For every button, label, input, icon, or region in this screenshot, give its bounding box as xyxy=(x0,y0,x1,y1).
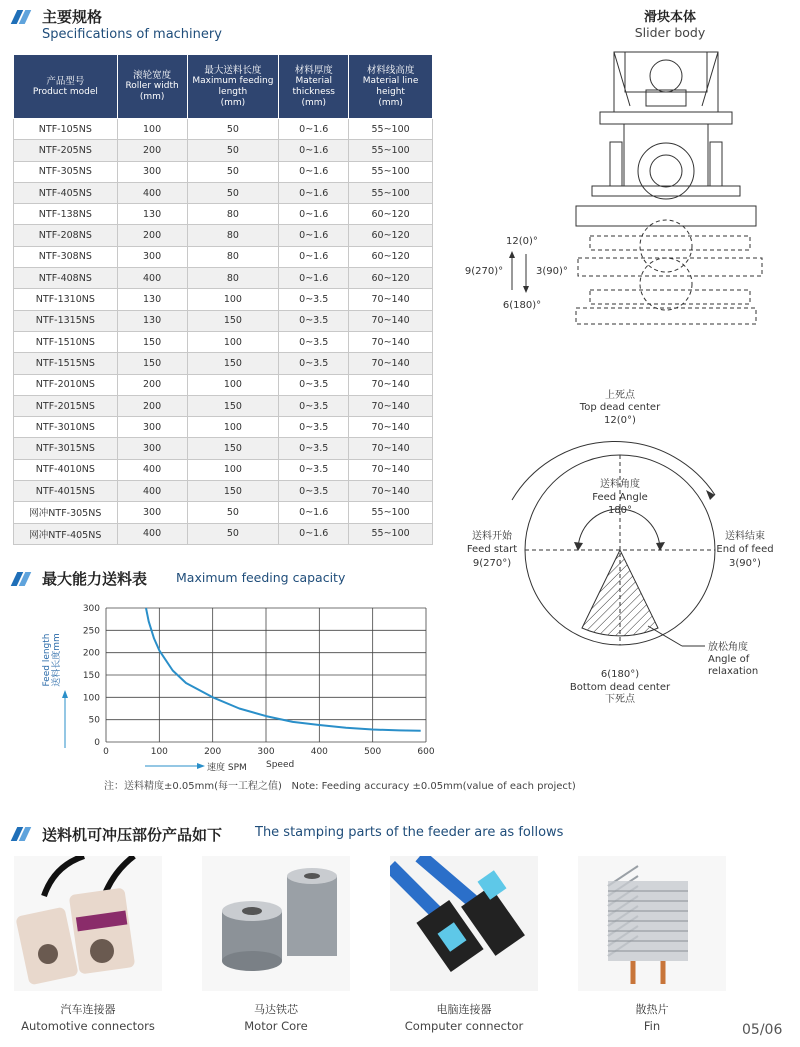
x-tick-label: 300 xyxy=(257,747,275,757)
item-1-en: Automotive connectors xyxy=(21,1019,155,1033)
capacity-title-cn: 最大能力送料表 xyxy=(42,570,148,588)
table-cell: 100 xyxy=(117,119,187,140)
table-cell: 400 xyxy=(117,182,187,203)
table-cell: NTF-1315NS xyxy=(14,310,118,331)
table-cell: 55~100 xyxy=(349,119,433,140)
table-cell: 300 xyxy=(117,502,187,523)
up-down-arrow-icon xyxy=(504,250,534,294)
table-cell: 70~140 xyxy=(349,481,433,502)
table-cell: 0~1.6 xyxy=(279,268,349,289)
table-cell: 0~1.6 xyxy=(279,523,349,544)
table-cell: NTF-138NS xyxy=(14,204,118,225)
spec-title-en: Specifications of machinery xyxy=(42,27,222,42)
xlabel-cn: 速度 SPM xyxy=(207,763,247,773)
table-cell: 150 xyxy=(187,310,279,331)
table-cell: 50 xyxy=(187,523,279,544)
table-cell: 150 xyxy=(117,353,187,374)
table-row xyxy=(14,481,433,502)
item-3-cn: 电脑连接器 xyxy=(436,1003,492,1016)
table-cell: 0~1.6 xyxy=(279,502,349,523)
x-tick-label: 600 xyxy=(417,747,435,757)
table-cell: 网冲NTF-305NS xyxy=(14,502,118,523)
feed-end-cn: 送料结束 xyxy=(725,531,765,542)
dir-right-label: 3(90)° xyxy=(536,266,568,277)
x-tick-label: 0 xyxy=(103,747,109,757)
y-tick-label: 300 xyxy=(82,604,100,614)
table-cell: 0~1.6 xyxy=(279,119,349,140)
table-cell: 50 xyxy=(187,182,279,203)
table-cell: 200 xyxy=(117,395,187,416)
table-row xyxy=(14,331,433,352)
ylabel-en: Feed length xyxy=(42,633,52,687)
y-tick-label: 250 xyxy=(82,626,100,637)
feed-end-en: End of feed xyxy=(716,544,774,555)
table-cell: NTF-1510NS xyxy=(14,331,118,352)
table-cell: NTF-408NS xyxy=(14,268,118,289)
table-cell: 70~140 xyxy=(349,459,433,480)
top-dead-val: 12(0°) xyxy=(604,415,636,426)
table-cell: 55~100 xyxy=(349,140,433,161)
table-cell: 100 xyxy=(187,289,279,310)
table-cell: 200 xyxy=(117,225,187,246)
capacity-chart xyxy=(78,600,438,760)
table-cell: 80 xyxy=(187,204,279,225)
stamping-title-en: The stamping parts of the feeder are as follows xyxy=(255,825,564,840)
table-cell: 55~100 xyxy=(349,161,433,182)
table-row xyxy=(14,523,433,544)
table-header: 材料线高度 Material line height (mm) xyxy=(349,55,433,119)
table-cell: NTF-208NS xyxy=(14,225,118,246)
table-cell: 100 xyxy=(187,374,279,395)
table-header: 滚轮宽度 Roller width (mm) xyxy=(117,55,187,119)
y-tick-label: 200 xyxy=(82,648,100,659)
table-row xyxy=(14,246,433,267)
table-cell: 60~120 xyxy=(349,268,433,289)
table-row xyxy=(14,310,433,331)
table-cell: 60~120 xyxy=(349,225,433,246)
table-row xyxy=(14,289,433,310)
table-cell: 0~3.5 xyxy=(279,395,349,416)
table-cell: 55~100 xyxy=(349,523,433,544)
table-cell: NTF-205NS xyxy=(14,140,118,161)
table-cell: 300 xyxy=(117,161,187,182)
table-cell: 80 xyxy=(187,246,279,267)
table-cell: 80 xyxy=(187,268,279,289)
relax-cn: 放松角度 xyxy=(708,642,748,653)
table-row xyxy=(14,140,433,161)
table-cell: 400 xyxy=(117,459,187,480)
dir-top-label: 12(0)° xyxy=(506,236,538,247)
table-row xyxy=(14,459,433,480)
table-cell: 50 xyxy=(187,502,279,523)
item-2-en: Motor Core xyxy=(244,1019,308,1033)
table-row xyxy=(14,119,433,140)
table-cell: 150 xyxy=(187,438,279,459)
table-cell: 0~3.5 xyxy=(279,374,349,395)
table-cell: 50 xyxy=(187,161,279,182)
table-cell: 网冲NTF-405NS xyxy=(14,523,118,544)
table-cell: 130 xyxy=(117,204,187,225)
table-cell: NTF-1515NS xyxy=(14,353,118,374)
ylabel-cn: 送料长度mm xyxy=(52,633,62,687)
table-cell: 0~1.6 xyxy=(279,182,349,203)
table-cell: NTF-308NS xyxy=(14,246,118,267)
spec-table xyxy=(13,54,433,545)
table-cell: NTF-3015NS xyxy=(14,438,118,459)
table-cell: 0~3.5 xyxy=(279,417,349,438)
table-row xyxy=(14,268,433,289)
table-row xyxy=(14,438,433,459)
table-header: 材料厚度 Material thickness (mm) xyxy=(279,55,349,119)
table-cell: 0~1.6 xyxy=(279,140,349,161)
table-row xyxy=(14,417,433,438)
table-cell: 70~140 xyxy=(349,353,433,374)
table-cell: 0~3.5 xyxy=(279,310,349,331)
table-cell: 130 xyxy=(117,289,187,310)
dir-left-label: 9(270)° xyxy=(464,266,504,277)
x-tick-label: 200 xyxy=(204,747,222,757)
table-cell: 70~140 xyxy=(349,417,433,438)
table-cell: 0~1.6 xyxy=(279,246,349,267)
bottom-dead-cn: 下死点 xyxy=(605,694,635,705)
table-cell: 300 xyxy=(117,438,187,459)
bottom-dead-val: 6(180°) xyxy=(600,669,640,680)
table-cell: 70~140 xyxy=(349,289,433,310)
table-cell: 200 xyxy=(117,140,187,161)
feed-start-val: 9(270°) xyxy=(472,558,512,569)
computer-connector-image xyxy=(390,856,538,991)
table-cell: 0~3.5 xyxy=(279,331,349,352)
slider-title-en: Slider body xyxy=(634,25,706,40)
table-cell: 100 xyxy=(187,459,279,480)
xlabel-en: Speed xyxy=(266,760,295,770)
table-cell: 0~3.5 xyxy=(279,289,349,310)
slider-title-cn: 滑块本体 xyxy=(643,10,696,25)
table-cell: 0~3.5 xyxy=(279,438,349,459)
y-axis-arrow-icon xyxy=(60,690,70,750)
table-cell: 70~140 xyxy=(349,331,433,352)
table-cell: NTF-1310NS xyxy=(14,289,118,310)
series-line xyxy=(146,608,421,731)
y-tick-label: 0 xyxy=(94,738,100,748)
table-cell: 100 xyxy=(187,417,279,438)
table-cell: NTF-4015NS xyxy=(14,481,118,502)
table-cell: 400 xyxy=(117,481,187,502)
top-dead-en: Top dead center xyxy=(579,402,661,413)
table-cell: 70~140 xyxy=(349,438,433,459)
table-cell: 100 xyxy=(187,331,279,352)
slider-drawing xyxy=(570,46,770,331)
table-row xyxy=(14,374,433,395)
table-cell: NTF-405NS xyxy=(14,182,118,203)
table-row xyxy=(14,182,433,203)
table-cell: 400 xyxy=(117,268,187,289)
y-tick-label: 50 xyxy=(88,715,100,726)
table-row xyxy=(14,161,433,182)
y-tick-label: 150 xyxy=(82,671,100,681)
x-tick-label: 400 xyxy=(310,747,328,757)
item-1-cn: 汽车连接器 xyxy=(60,1003,116,1016)
table-cell: NTF-105NS xyxy=(14,119,118,140)
table-cell: 80 xyxy=(187,225,279,246)
x-axis-arrow-icon xyxy=(145,761,205,771)
table-cell: 300 xyxy=(117,417,187,438)
table-cell: 150 xyxy=(187,353,279,374)
item-3-en: Computer connector xyxy=(404,1019,524,1033)
table-cell: 60~120 xyxy=(349,204,433,225)
feed-angle-val: 180° xyxy=(607,505,633,516)
table-cell: NTF-4010NS xyxy=(14,459,118,480)
table-cell: 150 xyxy=(117,331,187,352)
item-2-cn: 马达铁芯 xyxy=(254,1003,298,1016)
bottom-dead-en: Bottom dead center xyxy=(569,682,671,693)
table-row xyxy=(14,225,433,246)
section-icon xyxy=(14,10,32,24)
table-cell: 70~140 xyxy=(349,395,433,416)
top-dead-cn: 上死点 xyxy=(605,390,635,401)
x-tick-label: 500 xyxy=(364,747,382,757)
page-number: 05/06 xyxy=(742,1022,783,1038)
table-cell: 0~1.6 xyxy=(279,225,349,246)
table-cell: 55~100 xyxy=(349,502,433,523)
table-cell: 50 xyxy=(187,140,279,161)
table-cell: NTF-2010NS xyxy=(14,374,118,395)
item-4-cn: 散热片 xyxy=(635,1003,669,1016)
section-icon xyxy=(14,572,32,586)
x-tick-label: 100 xyxy=(150,747,168,757)
section-icon xyxy=(14,827,32,841)
table-cell: 70~140 xyxy=(349,374,433,395)
table-header: 产品型号 Product model xyxy=(14,55,118,119)
table-cell: 400 xyxy=(117,523,187,544)
table-cell: 55~100 xyxy=(349,182,433,203)
accuracy-note: 注：送料精度±0.05mm(每一工程之值) Note: Feeding accuracy ±0.05mm(value of each project) xyxy=(104,781,576,792)
table-cell: 0~3.5 xyxy=(279,481,349,502)
motor-core-image xyxy=(202,856,350,991)
table-row xyxy=(14,204,433,225)
feed-angle-en: Feed Angle xyxy=(592,492,648,503)
table-header: 最大送料长度 Maximum feeding length (mm) xyxy=(187,55,279,119)
table-cell: 0~3.5 xyxy=(279,459,349,480)
feed-start-cn: 送料开始 xyxy=(472,531,512,542)
table-cell: 0~1.6 xyxy=(279,204,349,225)
table-cell: NTF-305NS xyxy=(14,161,118,182)
table-cell: 150 xyxy=(187,395,279,416)
table-cell: 0~3.5 xyxy=(279,353,349,374)
table-cell: 150 xyxy=(187,481,279,502)
feed-start-en: Feed start xyxy=(466,544,518,555)
table-cell: 130 xyxy=(117,310,187,331)
dir-bottom-label: 6(180)° xyxy=(502,300,542,311)
table-cell: 200 xyxy=(117,374,187,395)
automotive-connector-image xyxy=(14,856,162,991)
fin-heatsink-image xyxy=(578,856,726,991)
feed-end-val: 3(90°) xyxy=(729,558,761,569)
table-cell: NTF-3010NS xyxy=(14,417,118,438)
y-tick-label: 100 xyxy=(82,693,100,704)
item-4-en: Fin xyxy=(643,1019,661,1033)
y-axis-label xyxy=(44,610,60,710)
relax-en: Angle of relaxation xyxy=(708,654,759,677)
spec-title-cn: 主要规格 xyxy=(42,8,103,26)
table-cell: 70~140 xyxy=(349,310,433,331)
table-cell: 50 xyxy=(187,119,279,140)
table-row xyxy=(14,502,433,523)
table-cell: 300 xyxy=(117,246,187,267)
capacity-title-en: Maximum feeding capacity xyxy=(176,570,346,585)
table-cell: NTF-2015NS xyxy=(14,395,118,416)
table-cell: 0~1.6 xyxy=(279,161,349,182)
feed-angle-cn: 送料角度 xyxy=(600,479,640,490)
table-row xyxy=(14,353,433,374)
stamping-title-cn: 送料机可冲压部份产品如下 xyxy=(42,826,223,844)
table-row xyxy=(14,395,433,416)
table-cell: 60~120 xyxy=(349,246,433,267)
